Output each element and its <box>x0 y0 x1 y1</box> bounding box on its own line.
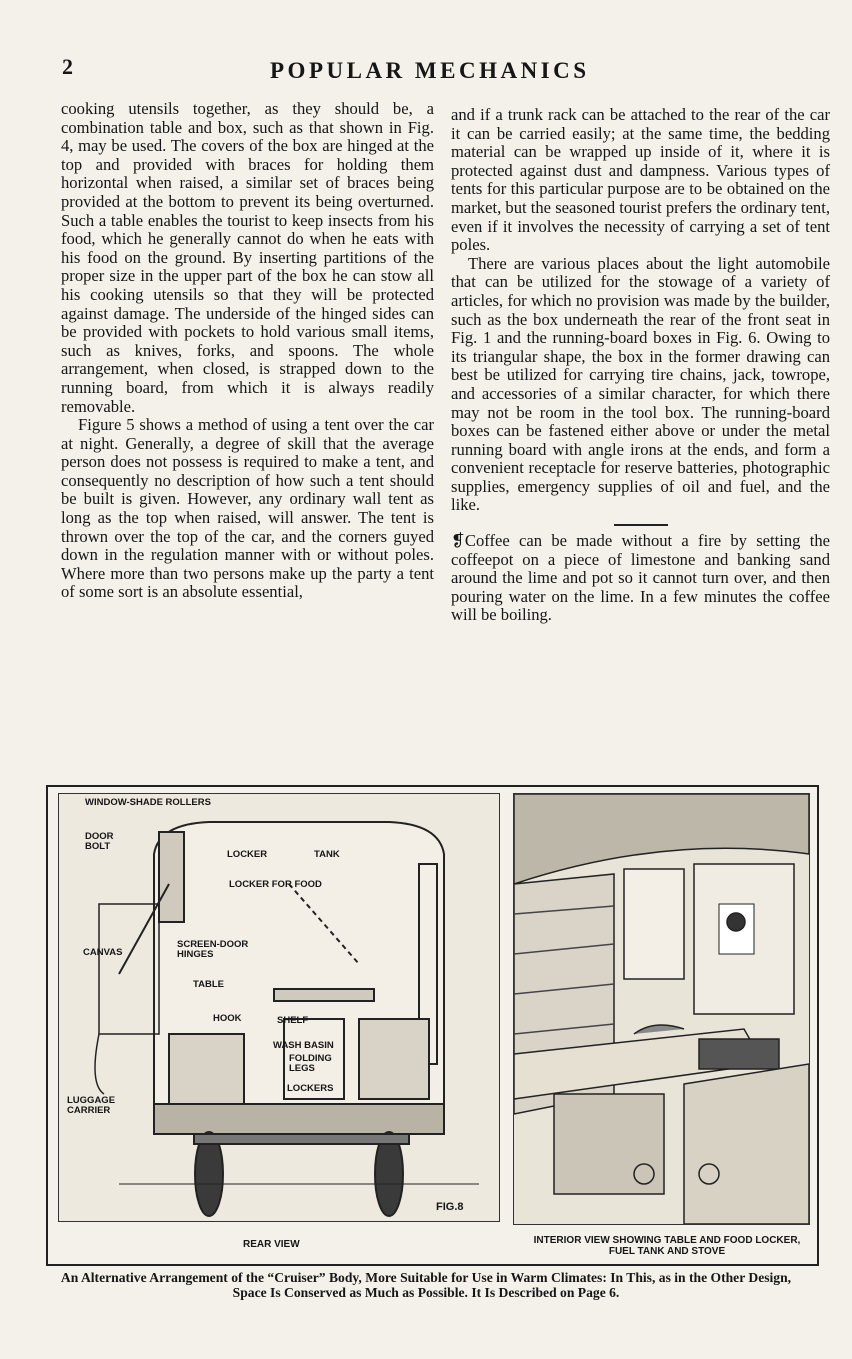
page-title: POPULAR MECHANICS <box>270 58 590 83</box>
left-paragraph-1: cooking utensils together, as they should be, a combination table and box, such as that shown in Fig. 4, may be used. The covers of the box are hinged at the top and provided with braces for holding them horizontal when raised, a similar set of braces being provided at the bottom to prevent its being overturned. Such a table enables the tourist to keep insects from his food, which he generally cannot do when he eats with his food on the ground. By inserting partitions of the proper size in the upper part of the box he can stow all his cooking utensils so that they will be protected against damage. The underside of the hinged sides can be provided with pockets to hold various small items, such as knives, forks, and spoons. The whole arrangement, when closed, is strapped down to the running board, from which it is always readily removable. <box>61 99 434 416</box>
interior-view-caption: INTERIOR VIEW SHOWING TABLE AND FOOD LOCKER, FUEL TANK AND STOVE <box>533 1235 801 1257</box>
section-divider <box>614 524 668 526</box>
label-locker: LOCKER <box>227 849 268 860</box>
label-shelf: SHELF <box>277 1015 309 1026</box>
label-luggage-carrier: LUGGAGE CARRIER <box>67 1095 116 1116</box>
rear-view-drawing <box>58 793 500 1222</box>
label-window-shade-rollers: WINDOW-SHADE ROLLERS <box>85 797 211 808</box>
page-number: 2 <box>62 54 73 79</box>
label-folding-legs: FOLDING LEGS <box>289 1053 332 1074</box>
label-screen-door-hinges: SCREEN-DOOR HINGES <box>177 939 249 960</box>
coffee-paragraph: ❡Coffee can be made without a fire by setting the coffeepot on a piece of limestone and banking sand around the lime and pot so it cannot turn over, and then pouring water on the lime. In a few minutes the coffee will be boiling. <box>451 531 830 625</box>
right-column <box>451 106 830 625</box>
label-tank: TANK <box>314 849 340 860</box>
right-paragraph-2: There are various places about the light automobile that can be utilized for the stowage of a variety of articles, for which no provision was made by the builder, such as the box underneath the rear of the front seat in Fig. 1 and the running-board boxes in Fig. 6. Owing to its triangular shape, the box in the former drawing can best be utilized for carrying tire chains, jack, towrope, and accessories of a similar character, for which there may not be room in the tool box. The running-board boxes can be fastened either above or under the metal running board with angle irons at the ends, and form a convenient receptacle for reserve batteries, photographic supplies, emergency supplies of oil and fuel, and the like. <box>451 253 830 515</box>
left-paragraph-2: Figure 5 shows a method of using a tent over the car at night. Generally, a degree of skill that the average person does not possess is required to make a tent, and consequently no description of how such a tent should be built is given. However, any ordinary wall tent as long as the top when raised, will answer. The tent is thrown over the top of the car, and the corners guyed down in the regulation manner with or without poles. Where more than two persons make up the party a tent of some sort is an absolute essential, <box>61 415 434 602</box>
rear-view-caption: REAR VIEW <box>243 1239 300 1250</box>
label-table: TABLE <box>193 979 224 990</box>
rear-view-illustration <box>59 794 499 1221</box>
label-lockers: LOCKERS <box>287 1083 334 1094</box>
left-column <box>61 100 434 602</box>
label-canvas: CANVAS <box>83 947 123 958</box>
interior-view-illustration <box>514 794 809 1224</box>
figure-caption: An Alternative Arrangement of the “Cruiser” Body, More Suitable for Use in Warm Climates: In This, as in the Other Design, Space Is Conserved as Much as Possible. It Is Described on Page 6. <box>60 1270 792 1300</box>
interior-view-drawing <box>513 793 810 1225</box>
figure-8 <box>46 785 819 1266</box>
figure-number: FIG.8 <box>436 1201 464 1213</box>
label-locker-for-food: LOCKER FOR FOOD <box>229 879 322 890</box>
label-hook: HOOK <box>213 1013 242 1024</box>
right-paragraph-1: and if a trunk rack can be attached to the rear of the car it can be carried easily; at the same time, the bedding material can be wrapped up inside of it, where it is protected against dust and dampness. Various types of tents for this particular purpose are to be obtained on the market, but the seasoned tourist prefers the ordinary tent, even if it involves the necessity of carrying a set of tent poles. <box>451 105 830 255</box>
label-wash-basin: WASH BASIN <box>273 1040 334 1051</box>
label-door-bolt: DOOR BOLT <box>85 831 114 852</box>
